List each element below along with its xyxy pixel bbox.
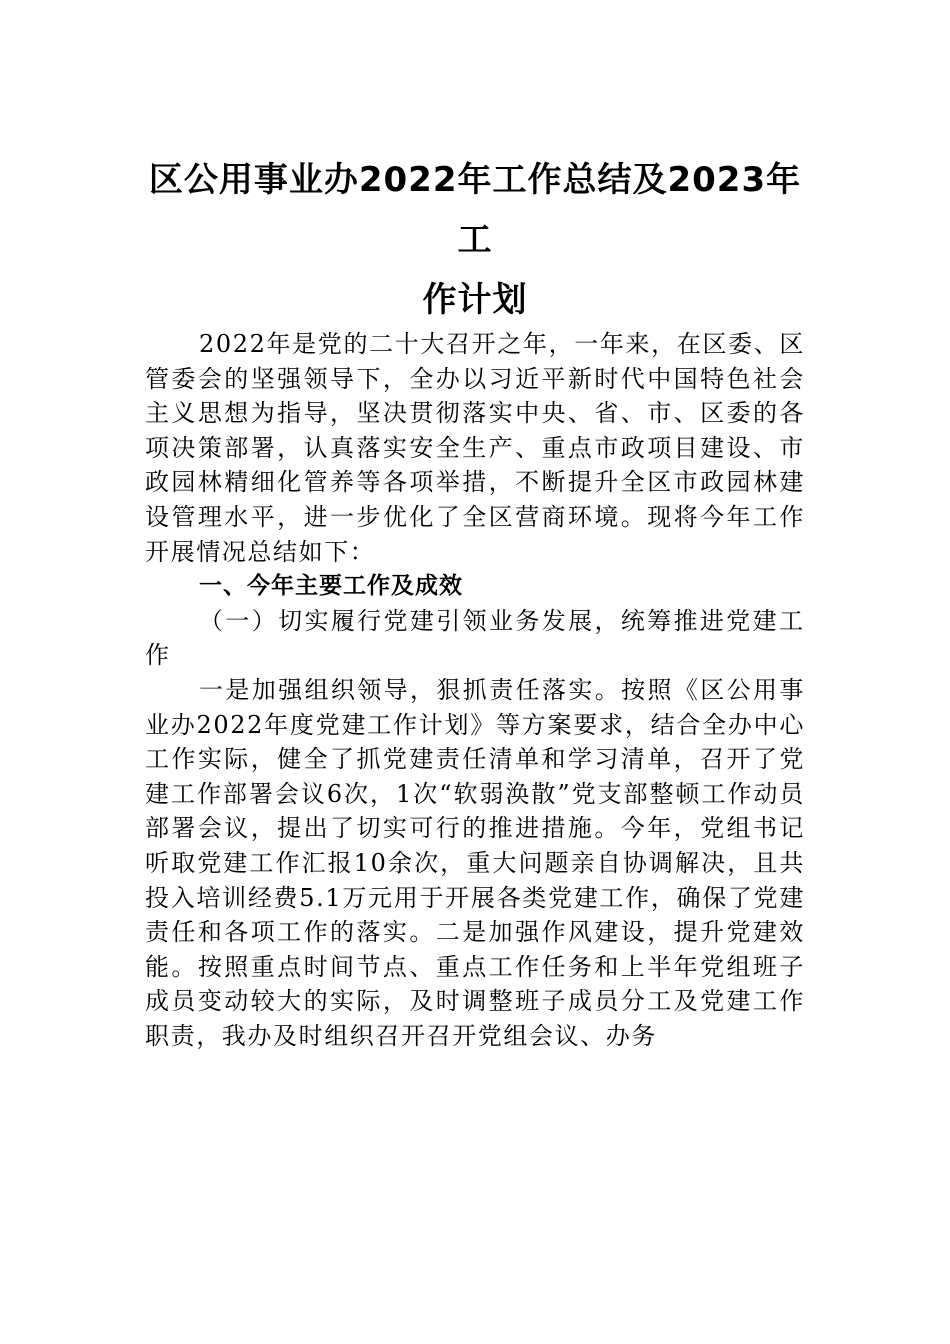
subsection-heading: （一）切实履行党建引领业务发展，统筹推进党建工作 — [145, 606, 805, 670]
body-paragraph: 一是加强组织领导，狠抓责任落实。按照《区公用事业办2022年度党建工作计划》等方案要求，结合全办中心工作实际，健全了抓党建责任清单和学习清单，召开了党建工作部署会议6次，1次“软弱涣散”党支部整顿工作动员部署会议，提出了切实可行的推进措施。今年，党组书记听取党建工作汇报10余次，重大问题亲自协调解决，且共投入培训经费5.1万元用于开展各类党建工作，确保了党建责任和各项工作的落实。二是加强作风建设，提升党建效能。按照重点时间节点、重点工作任务和上半年党组班子成员变动较大的实际，及时调整班子成员分工及党建工作职责，我办及时组织召开召开党组会议、办务 — [145, 675, 805, 1050]
document-body — [145, 327, 805, 1053]
section-heading: 一、今年主要工作及成效 — [199, 573, 463, 600]
title-line-2: 作计划 — [422, 280, 528, 320]
title-line-1: 区公用事业办2022年工作总结及2023年工 — [148, 160, 802, 260]
intro-paragraph: 2022年是党的二十大召开之年，一年来，在区委、区管委会的坚强领导下，全办以习近平新时代中国特色社会主义思想为指导，坚决贯彻落实中央、省、市、区委的各项决策部署，认真落实安全生产、重点市政项目建设、市政园林精细化管养等各项举措，不断提升全区市政园林建设管理水平，进一步优化了全区营商环境。现将今年工作开展情况总结如下： — [145, 330, 805, 566]
document-title — [145, 150, 805, 330]
